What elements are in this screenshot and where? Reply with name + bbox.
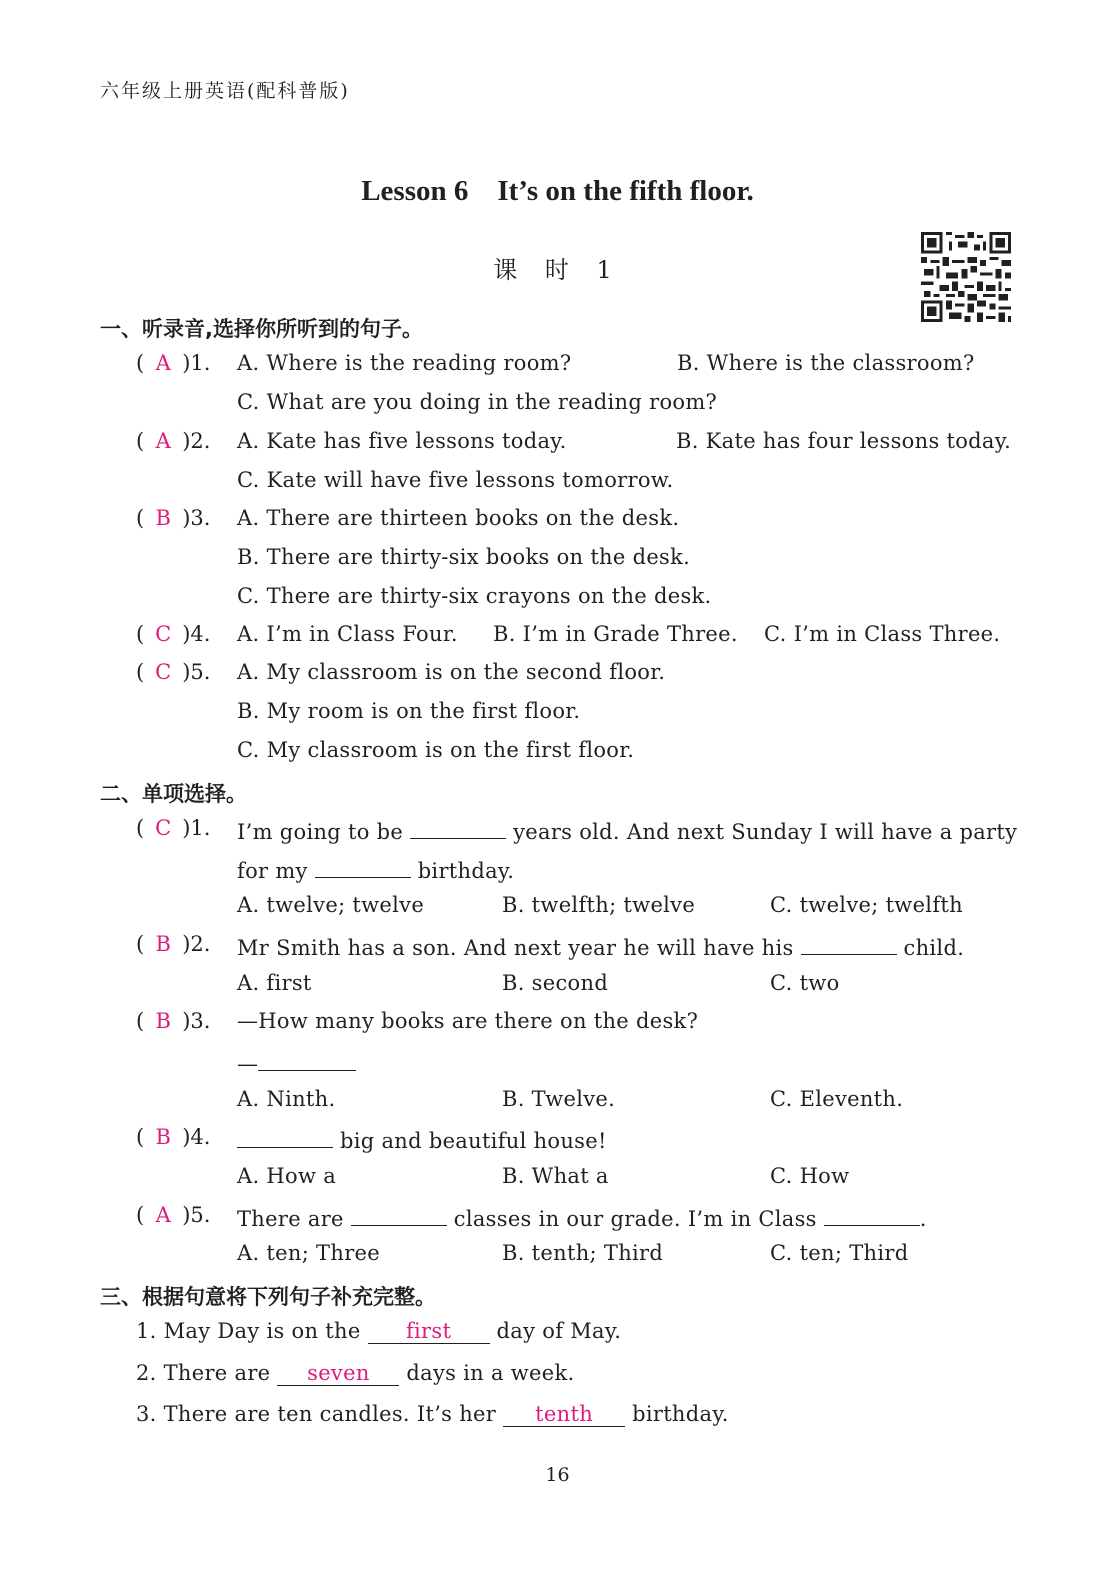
option-b: B. I’m in Grade Three. xyxy=(493,622,738,646)
option-b: B. Kate has four lessons today. xyxy=(676,429,1012,453)
option-c: C. Kate will have five lessons tomorrow. xyxy=(237,468,674,492)
section2-heading: 二、单项选择。 xyxy=(100,782,247,806)
option-b: B. twelfth; twelve xyxy=(502,893,696,917)
option-b: B. Twelve. xyxy=(502,1087,616,1111)
option-b: B. tenth; Third xyxy=(502,1241,664,1265)
option-b: B. There are thirty-six books on the desk. xyxy=(237,545,691,569)
section1-heading: 一、听录音,选择你所听到的句子。 xyxy=(100,317,423,341)
option-b: B. What a xyxy=(502,1164,609,1188)
option-c: C. I’m in Class Three. xyxy=(764,622,1001,646)
answer-choice: C xyxy=(155,660,172,684)
question-stem: big and beautiful house! xyxy=(237,1125,607,1153)
option-a: A. Kate has five lessons today. xyxy=(237,429,567,453)
answer-bracket: ( B )3. xyxy=(136,1009,211,1033)
question-stem: Mr Smith has a son. And next year he will have his child. xyxy=(237,932,964,960)
answer-choice: A xyxy=(155,1203,171,1227)
option-a: A. There are thirteen books on the desk. xyxy=(237,506,680,530)
lesson-title: Lesson 6 It’s on the fifth floor. xyxy=(361,175,754,207)
question-stem: There are classes in our grade. I’m in Class . xyxy=(237,1203,927,1231)
answer-bracket: ( C )1. xyxy=(136,816,211,840)
answer-choice: B xyxy=(155,932,171,956)
book-header: 六年级上册英语(配科普版) xyxy=(100,80,350,102)
option-a: A. I’m in Class Four. xyxy=(237,622,458,646)
section3-heading: 三、根据句意将下列句子补充完整。 xyxy=(100,1285,436,1309)
fill-sentence: 3. There are ten candles. It’s her tenth birthday. xyxy=(136,1402,729,1426)
option-a: A. Where is the reading room? xyxy=(237,351,572,375)
answer-bracket: ( A )2. xyxy=(136,429,211,453)
blank-line xyxy=(237,1125,333,1148)
filled-answer: seven xyxy=(277,1361,399,1386)
option-a: A. My classroom is on the second floor. xyxy=(237,660,666,684)
page-number: 16 xyxy=(545,1464,570,1486)
filled-answer: first xyxy=(368,1319,490,1344)
filled-answer: tenth xyxy=(503,1402,625,1427)
fill-sentence: 1. May Day is on the first day of May. xyxy=(136,1319,622,1343)
option-b: B. second xyxy=(502,971,609,995)
answer-choice: A xyxy=(155,351,171,375)
option-c: C. There are thirty-six crayons on the desk. xyxy=(237,584,712,608)
blank-line xyxy=(315,855,411,878)
answer-bracket: ( B )4. xyxy=(136,1125,211,1149)
answer-bracket: ( B )3. xyxy=(136,506,211,530)
question-number: )4. xyxy=(182,1125,211,1149)
option-b: B. My room is on the first floor. xyxy=(237,699,581,723)
option-c: C. two xyxy=(770,971,840,995)
answer-bracket: ( A )5. xyxy=(136,1203,211,1227)
question-number: )2. xyxy=(182,932,211,956)
option-b: B. Where is the classroom? xyxy=(677,351,975,375)
answer-choice: A xyxy=(155,429,171,453)
blank-line xyxy=(258,1048,356,1071)
blank-line xyxy=(410,816,506,839)
blank-line xyxy=(801,932,897,955)
question-number: )4. xyxy=(182,622,211,646)
option-a: A. ten; Three xyxy=(237,1241,380,1265)
option-c: C. My classroom is on the first floor. xyxy=(237,738,635,762)
lesson-subtitle: 课 时 1 xyxy=(493,256,622,284)
option-a: A. How a xyxy=(237,1164,337,1188)
question-number: )3. xyxy=(182,1009,211,1033)
answer-choice: B xyxy=(155,506,171,530)
option-c: C. How xyxy=(770,1164,850,1188)
answer-bracket: ( B )2. xyxy=(136,932,211,956)
option-c: C. twelve; twelfth xyxy=(770,893,963,917)
answer-choice: B xyxy=(155,1009,171,1033)
blank-line xyxy=(824,1203,920,1226)
option-c: C. What are you doing in the reading room? xyxy=(237,390,718,414)
blank-line xyxy=(351,1203,447,1226)
question-number: )5. xyxy=(182,1203,211,1227)
question-number: )2. xyxy=(182,429,211,453)
option-c: C. Eleventh. xyxy=(770,1087,904,1111)
answer-choice: C xyxy=(155,622,172,646)
answer-bracket: ( A )1. xyxy=(136,351,211,375)
answer-dash-line: — xyxy=(237,1048,356,1076)
fill-sentence: 2. There are seven days in a week. xyxy=(136,1361,575,1385)
question-number: )1. xyxy=(182,816,211,840)
question-number: )1. xyxy=(182,351,211,375)
option-a: A. first xyxy=(237,971,312,995)
qr-code-icon xyxy=(921,232,1011,322)
answer-bracket: ( C )5. xyxy=(136,660,211,684)
answer-choice: B xyxy=(155,1125,171,1149)
question-stem: I’m going to be years old. And next Sunday I will have a party xyxy=(237,816,1017,844)
question-number: )3. xyxy=(182,506,211,530)
option-a: A. twelve; twelve xyxy=(237,893,425,917)
answer-choice: C xyxy=(155,816,172,840)
question-stem: —How many books are there on the desk? xyxy=(237,1009,699,1033)
option-c: C. ten; Third xyxy=(770,1241,909,1265)
question-number: )5. xyxy=(182,660,211,684)
answer-bracket: ( C )4. xyxy=(136,622,211,646)
question-stem-cont: for my birthday. xyxy=(237,855,514,883)
option-a: A. Ninth. xyxy=(237,1087,336,1111)
